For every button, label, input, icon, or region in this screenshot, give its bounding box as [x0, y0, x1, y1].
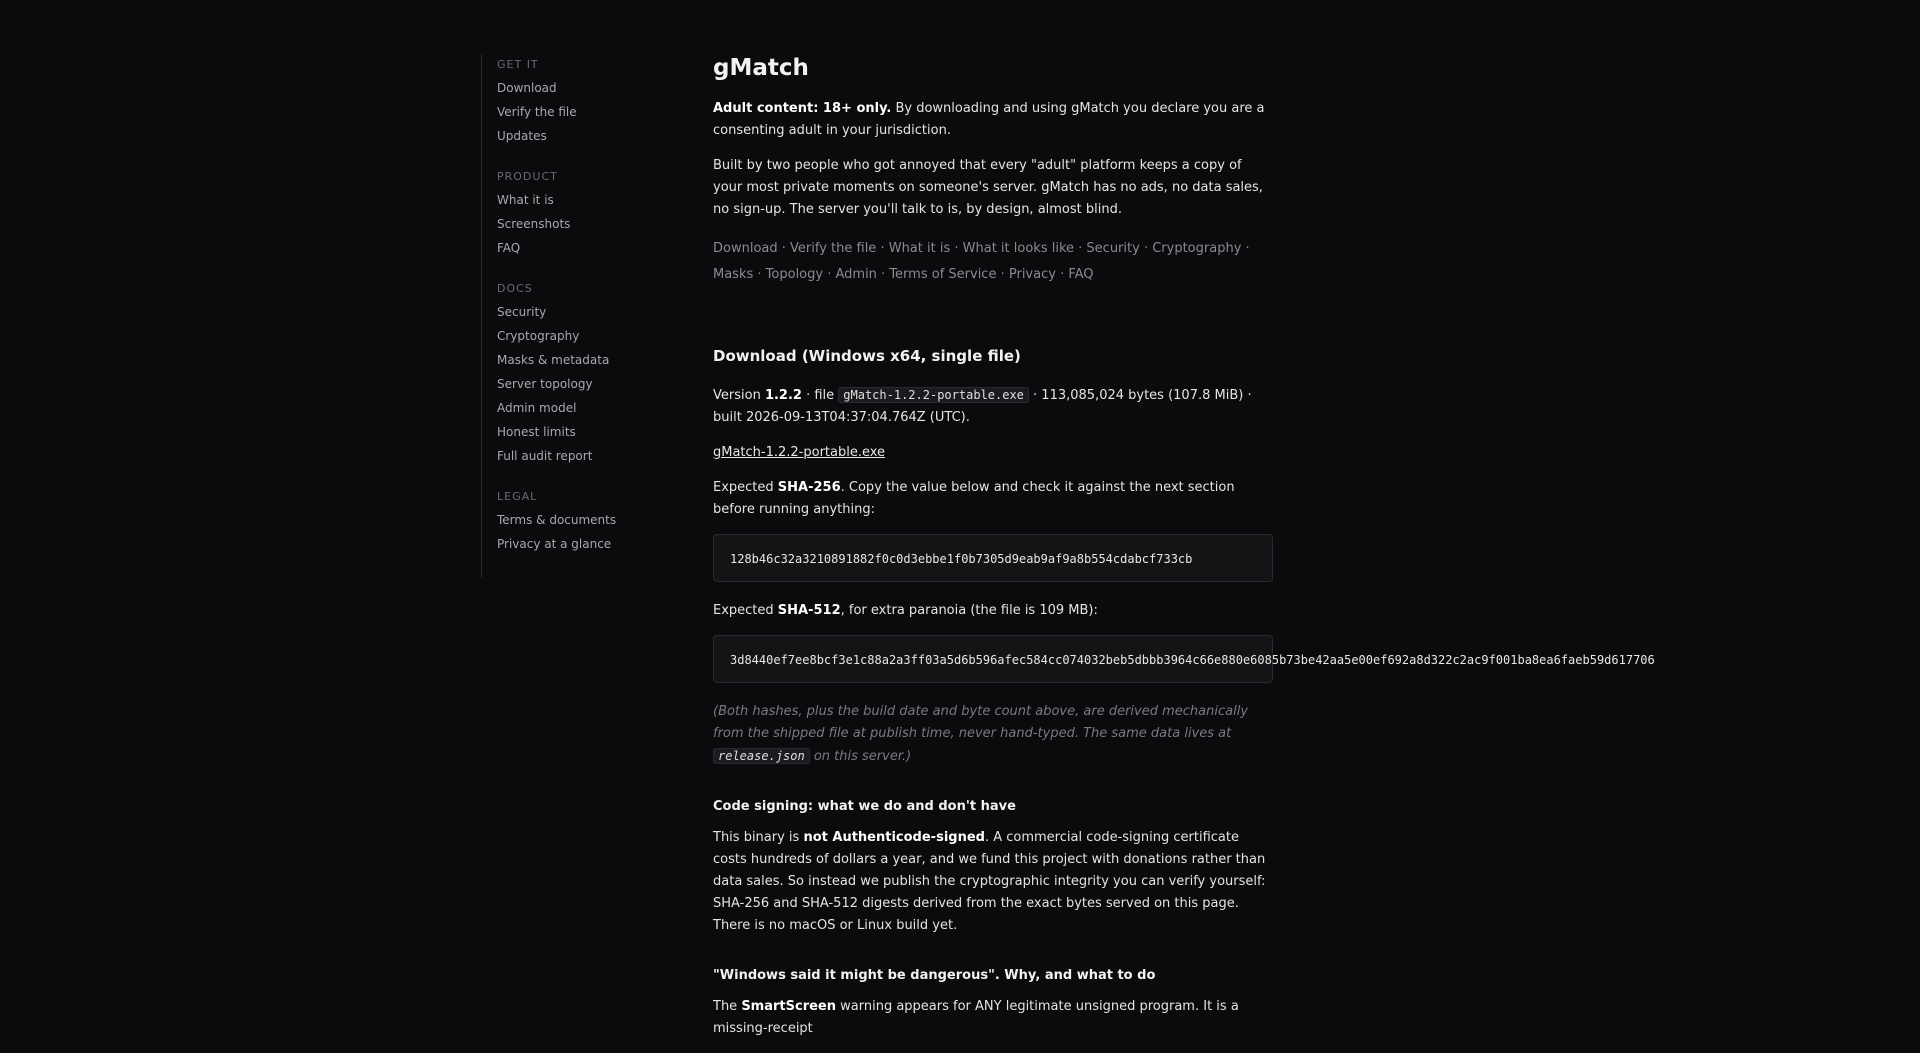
- sidebar-item-privacy[interactable]: Privacy at a glance: [497, 537, 612, 551]
- release-json-code: release.json: [713, 748, 810, 764]
- section-nav-link[interactable]: Topology: [765, 267, 824, 282]
- download-link-row: [713, 442, 1273, 464]
- section-nav-separator: ·: [1139, 241, 1153, 256]
- sidebar-item-terms[interactable]: Terms & documents: [497, 513, 617, 527]
- download-link[interactable]: gMatch-1.2.2-portable.exe: [713, 445, 886, 460]
- windows-warning-paragraph: [713, 996, 1273, 1040]
- sidebar-item-download[interactable]: Download: [497, 81, 557, 95]
- sidebar-item-updates[interactable]: Updates: [497, 129, 547, 143]
- sha256-hash-box[interactable]: 128b46c32a3210891882f0c0d3ebbe1f0b7305d9eab9af9a8b554cdabcf733cb: [713, 534, 1273, 582]
- note-prefix: (Both hashes, plus the build date and byte count above, are derived mechanically from the shipped file at publish time, never hand-typed. The same data lives at: [713, 704, 1249, 741]
- sidebar-item-limits[interactable]: Honest limits: [497, 425, 576, 439]
- sha256-label: SHA-256: [777, 480, 841, 495]
- sha256-label-paragraph: [713, 477, 1273, 521]
- section-nav-link[interactable]: Admin: [835, 267, 877, 282]
- sidebar-item-security[interactable]: Security: [497, 305, 547, 319]
- page-title: gMatch: [713, 55, 809, 81]
- sidebar-heading: PRODUCT: [497, 170, 558, 183]
- sha512-label: SHA-512: [777, 603, 841, 618]
- section-nav-separator: ·: [1241, 241, 1250, 256]
- sidebar-group-get-it: [497, 58, 667, 148]
- section-nav-separator: ·: [876, 267, 890, 282]
- adult-notice-strong: Adult content: 18+ only.: [713, 101, 892, 116]
- signing-suffix: . A commercial code-signing certificate costs hundreds of dollars a year, and we fund this project with donations rather than data sales. So instead we publish the cryptographic integrity you can verify yourself: SHA-256 and SHA-512 digests derived from the exact bytes served on this page. There is no macOS or Linux build yet.: [713, 830, 1266, 933]
- section-nav-link[interactable]: Terms of Service: [889, 267, 997, 282]
- sha256-prefix: Expected: [713, 480, 778, 495]
- main-content: [713, 50, 1655, 1053]
- hash-note: [713, 701, 1273, 768]
- sidebar-item-screenshots[interactable]: Screenshots: [497, 217, 571, 231]
- version-prefix: Version: [713, 388, 765, 403]
- sidebar-item-verify[interactable]: Verify the file: [497, 105, 577, 119]
- sha512-prefix: Expected: [713, 603, 778, 618]
- section-nav-separator: ·: [1074, 241, 1087, 256]
- section-nav-separator: ·: [823, 267, 836, 282]
- sha512-suffix: , for extra paranoia (the file is 109 MB):: [840, 603, 1098, 618]
- adult-notice-text: By downloading and using gMatch you declare you are a consenting adult in your jurisdiction.: [713, 101, 1265, 138]
- sidebar-item-what-it-is[interactable]: What it is: [497, 193, 554, 207]
- sidebar-item-faq[interactable]: FAQ: [497, 241, 521, 255]
- sidebar-item-admin[interactable]: Admin model: [497, 401, 577, 415]
- section-nav-link[interactable]: Verify the file: [790, 241, 877, 256]
- sidebar-heading: LEGAL: [497, 490, 538, 503]
- adult-notice: [713, 98, 1273, 142]
- sha256-suffix: . Copy the value below and check it against the next section before running anything:: [713, 480, 1235, 517]
- section-nav-link[interactable]: Masks: [713, 267, 754, 282]
- section-nav-link[interactable]: What it looks like: [962, 241, 1075, 256]
- sidebar-group-legal: [497, 490, 667, 556]
- file-prefix: · file: [801, 388, 839, 403]
- code-signing-paragraph: [713, 827, 1273, 937]
- section-nav-link[interactable]: What it is: [888, 241, 951, 256]
- windows-suffix: warning appears for ANY legitimate unsigned program. It is a missing-receipt: [713, 999, 1239, 1036]
- version-number: 1.2.2: [764, 388, 802, 403]
- sidebar: [481, 54, 667, 578]
- signing-prefix: This binary is: [713, 830, 804, 845]
- sidebar-heading: GET IT: [497, 58, 539, 71]
- signing-strong: not Authenticode-signed: [803, 830, 985, 845]
- section-nav-separator: ·: [876, 241, 889, 256]
- section-nav-separator: ·: [777, 241, 791, 256]
- note-suffix: on this server.): [809, 749, 912, 764]
- section-nav-separator: ·: [996, 267, 1009, 282]
- sidebar-item-masks[interactable]: Masks & metadata: [497, 353, 610, 367]
- sha512-label-paragraph: [713, 600, 1273, 622]
- sidebar-group-product: [497, 170, 667, 260]
- code-signing-heading: Code signing: what we do and don't have: [713, 799, 1016, 814]
- section-nav: [713, 236, 1273, 288]
- sidebar-item-audit[interactable]: Full audit report: [497, 449, 593, 463]
- version-info: [713, 384, 1273, 429]
- sha512-hash-box[interactable]: 3d8440ef7ee8bcf3e1c88a2a3ff03a5d6b596afec584cc074032beb5dbbb3964c66e880e6085b73be42aa5e00ef692a8d322c2ac9f001ba8ea6faeb59d617706: [713, 635, 1273, 683]
- intro-paragraph: Built by two people who got annoyed that every "adult" platform keeps a copy of your most private moments on someone's server. gMatch has no ads, no data sales, no sign-up. The server you'll talk to is, by design, almost blind.: [713, 158, 1263, 217]
- section-nav-link[interactable]: FAQ: [1068, 267, 1094, 282]
- windows-prefix: The: [713, 999, 742, 1014]
- section-nav-separator: ·: [950, 241, 963, 256]
- section-nav-link[interactable]: Download: [713, 241, 778, 256]
- size-text: · 113,085,024 bytes (107.8 MiB) · built 2026-09-13T04:37:04.764Z (UTC).: [713, 388, 1252, 425]
- filename-code: gMatch-1.2.2-portable.exe: [838, 387, 1029, 403]
- section-nav-separator: ·: [753, 267, 766, 282]
- sidebar-group-docs: [497, 282, 667, 468]
- sidebar-item-cryptography[interactable]: Cryptography: [497, 329, 580, 343]
- smartscreen-strong: SmartScreen: [741, 999, 836, 1014]
- sidebar-heading: DOCS: [497, 282, 533, 295]
- section-nav-link[interactable]: Security: [1086, 241, 1140, 256]
- section-nav-separator: ·: [1055, 267, 1069, 282]
- sidebar-item-topology[interactable]: Server topology: [497, 377, 593, 391]
- download-heading: Download (Windows x64, single file): [713, 347, 1021, 365]
- windows-warning-heading: "Windows said it might be dangerous". Why, and what to do: [713, 968, 1156, 983]
- section-nav-link[interactable]: Privacy: [1008, 267, 1056, 282]
- section-nav-link[interactable]: Cryptography: [1152, 241, 1242, 256]
